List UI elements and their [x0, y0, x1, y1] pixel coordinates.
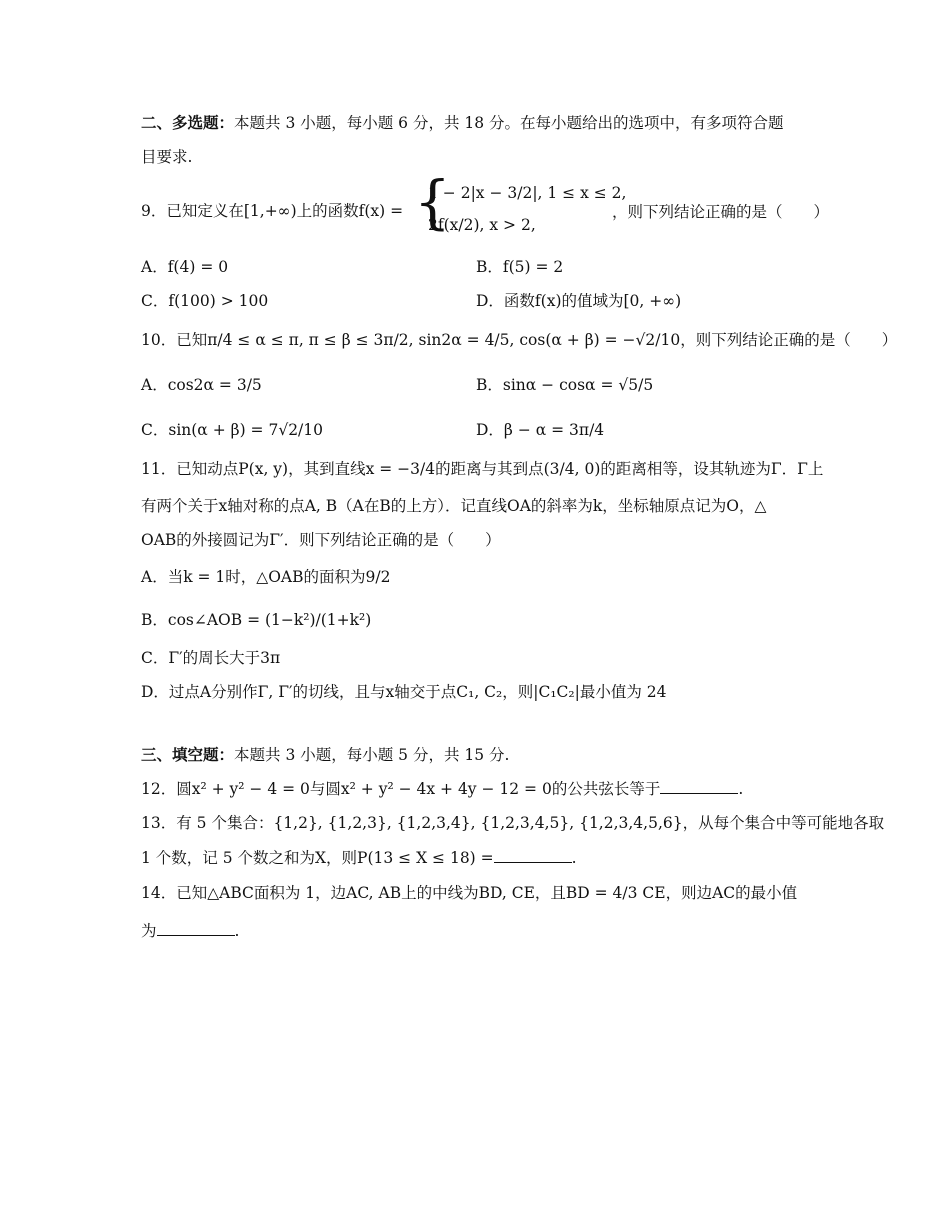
section3-header	[141, 744, 509, 766]
section2-intro-line1: 本题共 3 小题，每小题 6 分，共 18 分。在每小题给出的选项中，有多项符合题	[234, 114, 784, 132]
q12-end: .	[738, 780, 744, 798]
section2-title: 二、多选题：	[141, 113, 235, 132]
q11-option-b: B．cos∠AOB = (1−k²)/(1+k²)	[141, 611, 372, 629]
q14-answer-blank[interactable]	[157, 921, 235, 936]
q13-line1: 13．有 5 个集合：{1,2}, {1,2,3}, {1,2,3,4}, {1,2,3,4,5}, {1,2,3,4,5,6}，从每个集合中等可能地各取	[141, 814, 885, 832]
section2-header	[141, 112, 784, 134]
q11-option-a: A．当k = 1时，△OAB的面积为9/2	[141, 568, 391, 586]
q11-line2: 有两个关于x轴对称的点A, B（A在B的上方）．记直线OA的斜率为k，坐标轴原点记为O，△	[141, 497, 767, 515]
q11-option-c: C．Γ′的周长大于3π	[141, 649, 281, 667]
q9-option-d: D．函数f(x)的值域为[0, +∞)	[476, 292, 682, 310]
q9-tail: ，则下列结论正确的是（ ）	[612, 203, 830, 221]
q11-option-d: D．过点A分别作Γ, Γ′的切线，且与x轴交于点C₁, C₂，则|C₁C₂|最小值为 24	[141, 683, 667, 701]
q9-case2: 2f(x/2), x > 2,	[428, 216, 536, 234]
q9-case1: 1 − 2|x − 3/2|, 1 ≤ x ≤ 2,	[428, 184, 627, 202]
q12-text: 12．圆x² + y² − 4 = 0与圆x² + y² − 4x + 4y − 12 = 0的公共弦长等于	[141, 780, 661, 798]
section3-title: 三、填空题：	[141, 745, 235, 764]
q14-line2: 为	[141, 922, 157, 940]
section2-intro-line2: 目要求.	[141, 148, 193, 166]
q9-option-a: A．f(4) = 0	[141, 258, 229, 276]
q11-line1: 11．已知动点P(x, y)，其到直线x = −3/4的距离与其到点(3/4, 0)的距离相等，设其轨迹为Γ．Γ上	[141, 460, 824, 478]
q10-option-d: D．β − α = 3π/4	[476, 421, 605, 439]
q9-stem: 9．已知定义在[1,+∞)上的函数f(x) =	[141, 202, 404, 220]
q14-line1: 14．已知△ABC面积为 1，边AC, AB上的中线为BD, CE，且BD = 4/3 CE，则边AC的最小值	[141, 884, 798, 902]
q11-line3: OAB的外接圆记为Γ′．则下列结论正确的是（ ）	[141, 531, 501, 549]
q14-end: .	[234, 922, 240, 940]
q10-option-a: A．cos2α = 3/5	[141, 376, 262, 394]
q13-answer-blank[interactable]	[494, 848, 572, 863]
q13-line2-wrap	[141, 847, 577, 869]
q9-option-c: C．f(100) > 100	[141, 292, 269, 310]
section3-intro: 本题共 3 小题，每小题 5 分，共 15 分.	[234, 746, 510, 764]
q14-line2-wrap	[141, 920, 239, 942]
q13-line2: 1 个数，记 5 个数之和为X，则P(13 ≤ X ≤ 18) =	[141, 849, 494, 867]
q10-option-b: B．sinα − cosα = √5/5	[476, 376, 654, 394]
q9-brace: {	[414, 168, 451, 236]
q10-option-c: C．sin(α + β) = 7√2/10	[141, 421, 324, 439]
q12	[141, 778, 743, 800]
q10-stem: 10．已知π/4 ≤ α ≤ π, π ≤ β ≤ 3π/2, sin2α = 4/5, cos(α + β) = −√2/10，则下列结论正确的是（ ）	[141, 331, 898, 349]
q12-answer-blank[interactable]	[660, 779, 738, 794]
q13-end: .	[571, 849, 577, 867]
q9-option-b: B．f(5) = 2	[476, 258, 564, 276]
